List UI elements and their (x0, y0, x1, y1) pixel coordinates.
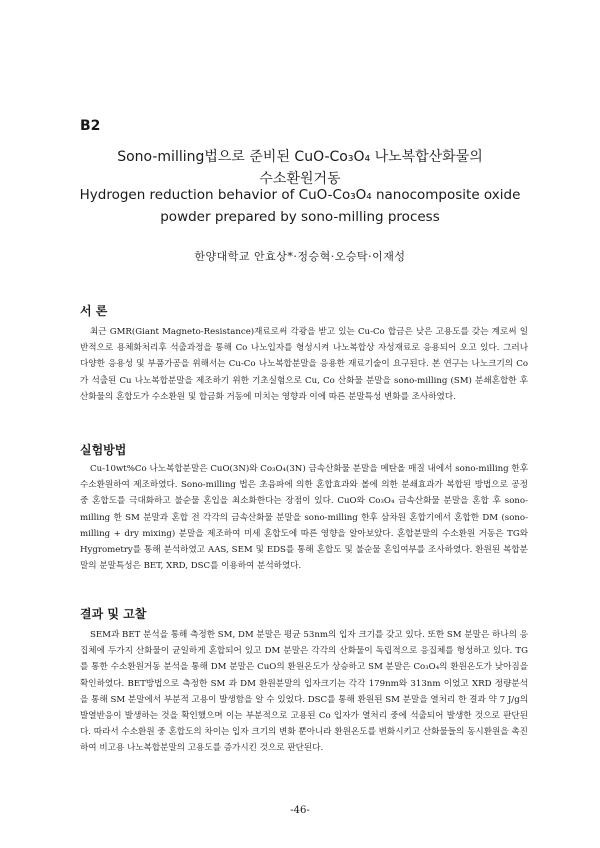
session-label: B2 (80, 118, 101, 134)
english-title-line-2: powder prepared by sono-milling process (160, 209, 440, 225)
korean-title-line-2: 수소환원거동 (259, 171, 341, 187)
section-text-methods: Cu-10wt%Co 나노복합분말은 CuO(3N)와 Co₃O₄(3N) 금속산화물 분말을 메탄올 매질 내에서 sono-milling 한후 수소환원하여 제조하였다. Sono-milling 법은 초음파에 의한 혼합효과와 볼에 의한 분쇄효과가 복합된 방법으로 공정 중 혼합도를 극대화하고 불순물 혼입을 최소화한다는 장점이 있다. CuO와 Co₃O₄ 금속산화물 분말을 혼합 후 sono-milling 한 SM 분말과 혼합 전 각각의 금속산화물 분말을 sono-milling 한후 삼차원 혼합기에서 혼합한 DM (sono-milling + dry mixing) 분말을 제조하여 미세 혼합도에 따른 영향을 알아보았다. 혼합분말의 수소환원 거동은 TG와 Hygrometry를 통해 분석하였고 AAS, SEM 및 EDS를 통해 혼합도 및 불순물 혼입여부를 조사하였다. 환원된 복합분말의 분말특성은 BET, XRD, DSC를 이용하여 분석하였다. (80, 464, 528, 572)
section-heading-introduction: 서 론 (80, 304, 108, 318)
page-number: -46- (290, 805, 310, 816)
authors-affiliation: 한양대학교 안효상*·정승혁·오승탁·이재성 (194, 250, 406, 263)
section-heading-methods: 실험방법 (80, 443, 127, 457)
section-text-results: SEM과 BET 분석을 통해 측정한 SM, DM 분말은 평균 53nm의 입자 크기를 갖고 있다. 또한 SM 분말은 하나의 응집체에 두가지 산화물이 균일하게 혼합되어 있고 DM 분말은 각각의 산화물이 독립적으로 응집체를 형성하고 있다. TG를 통한 수소환원거동 분석을 통해 DM 분말은 CuO의 환원온도가 상승하고 SM 분말은 Co₃O₄의 환원온도가 낮아짐을 확인하였다. BET방법으로 측정한 SM 과 DM 환원분말의 입자크기는 각각 179nm와 313nm 이었고 XRD 정량분석을 통해 SM 분말에서 부분적 고용이 발생함을 알 수 있었다. DSC를 통해 환원된 SM 분말을 열처리 한 결과 약 7 J/g의 발열반응이 발생하는 것을 확인했으며 이는 부분적으로 고용된 Co 입자가 열처리 중에 석출되어 발생한 것으로 판단된다. 따라서 수소환원 중 혼합도의 차이는 입자 크기의 변화 뿐아니라 환원온도를 변화시키고 산화물들의 동시환원을 촉진하여 비고용 나노복합분말의 고용도를 증가시킨 것으로 판단된다. (80, 630, 528, 754)
english-title (40, 184, 560, 228)
section-text-introduction: 최근 GMR(Giant Magneto-Resistance)재료로써 각광을 받고 있는 Cu-Co 합금은 낮은 고용도를 갖는 계로써 일반적으로 용체화처리후 석출과정을 통해 Co 나노입자를 형성시켜 나노복합상 자성재료로 응용되어 오고 있다. 그러나 다양한 응용성 및 부품가공을 위해서는 Cu-Co 나노복합분말을 응용한 재료기술이 요구된다. 본 연구는 나노크기의 Co가 석출된 Cu 나노복합분말을 제조하기 위한 기초실험으로 Cu, Co 산화물 분말을 sono-milling (SM) 분쇄혼합한 후 산화물의 혼합도가 수소환원 및 합금화 거동에 미치는 영향과 이에 따른 분말특성 변화를 조사하였다. (80, 327, 528, 402)
english-title-line-1: Hydrogen reduction behavior of CuO-Co₃O₄ nanocomposite oxide (79, 187, 521, 203)
korean-title-line-1: Sono-milling법으로 준비된 CuO-Co₃O₄ 나노복합산화물의 (117, 149, 483, 165)
section-heading-results: 결과 및 고찰 (80, 607, 147, 621)
